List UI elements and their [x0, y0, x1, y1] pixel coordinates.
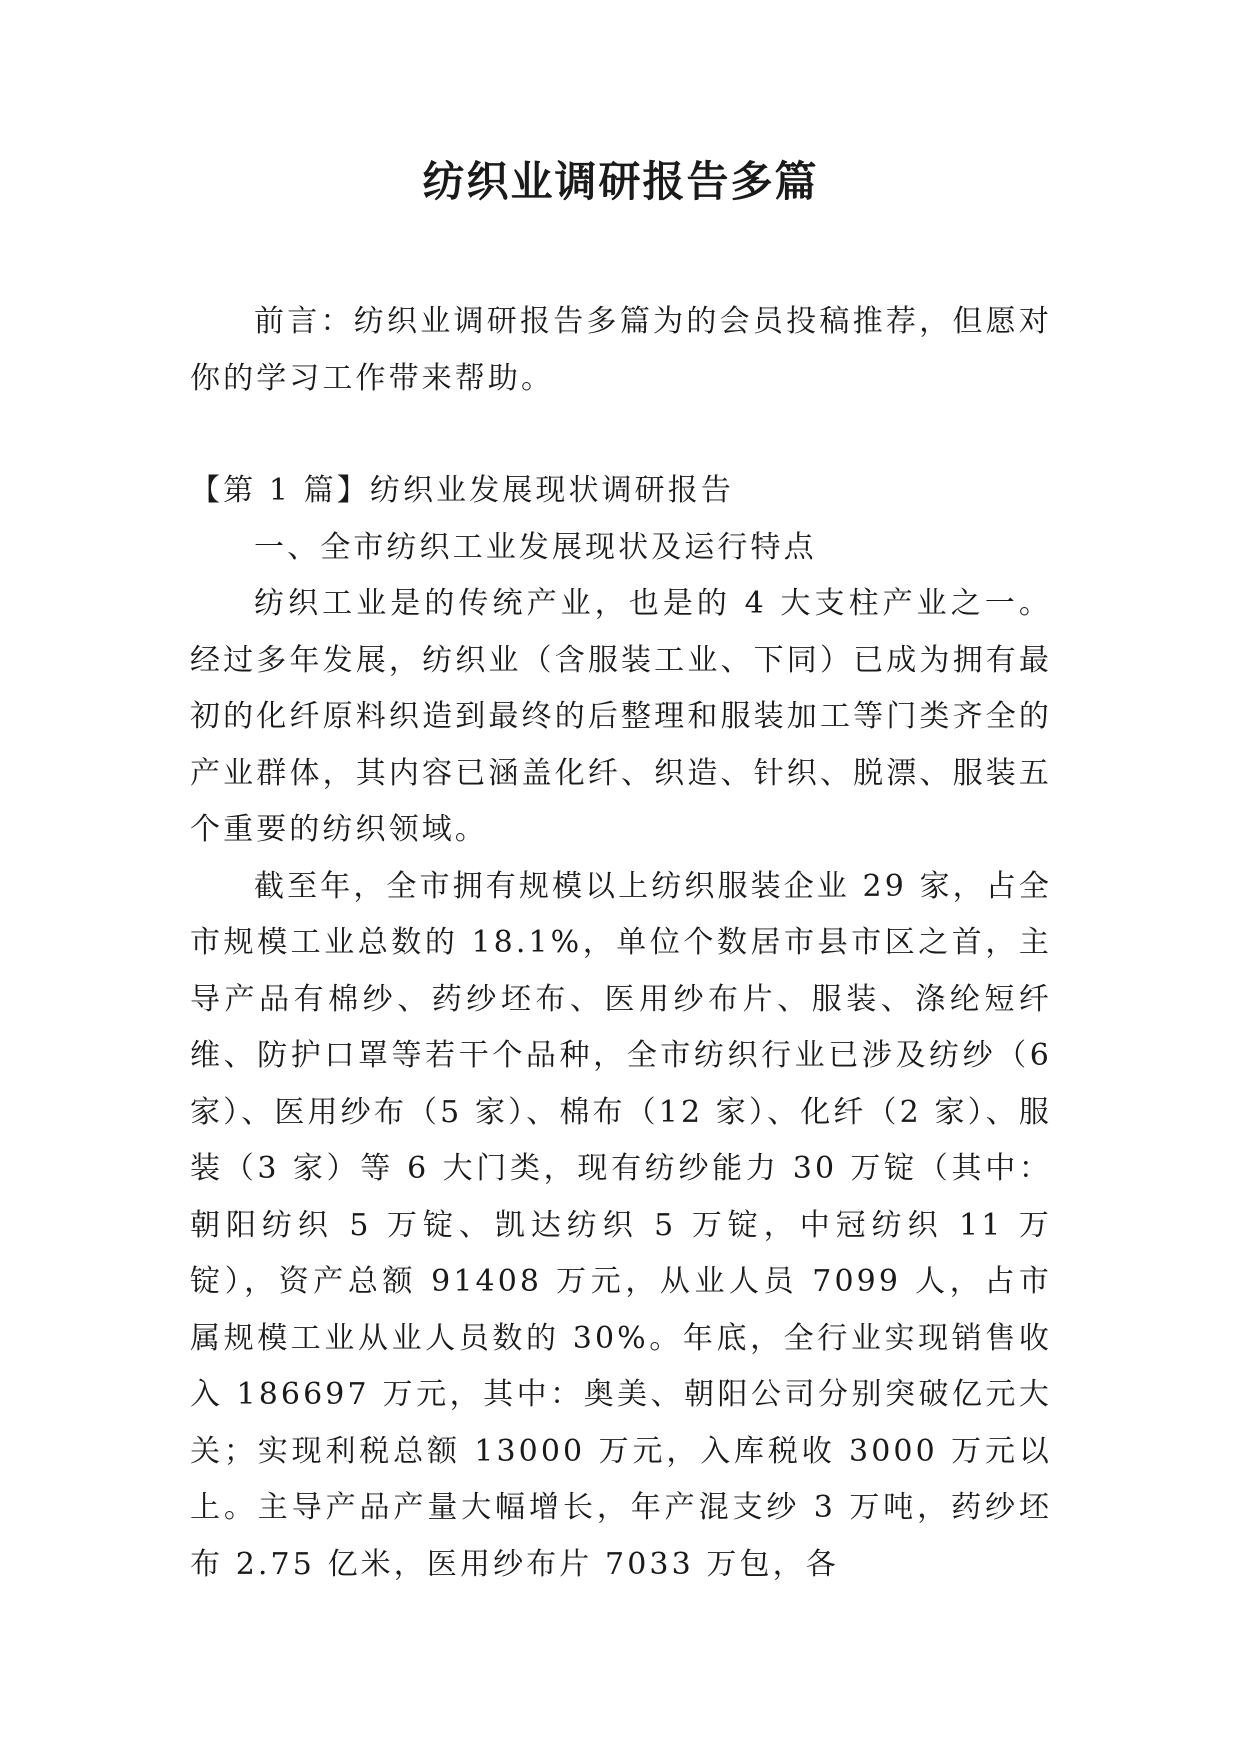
section-title: 【第 1 篇】纺织业发展现状调研报告 — [190, 473, 734, 508]
foreword-paragraph: 前言：纺织业调研报告多篇为的会员投稿推荐，但愿对你的学习工作带来帮助。 — [190, 304, 1052, 396]
body-paragraph-1: 纺织工业是的传统产业，也是的 4 大支柱产业之一。经过多年发展，纺织业（含服装工业、下同）已成为拥有最初的化纤原料织造到最终的后整理和服装加工等门类齐全的产业群体，其内容已涵盖化纤、织造、针织、脱漂、服装五个重要的纺织领域。 — [190, 586, 1052, 847]
document-body — [190, 294, 1052, 1593]
document-title: 纺织业调研报告多篇 — [422, 157, 819, 206]
body-paragraph-2: 截至年，全市拥有规模以上纺织服装企业 29 家，占全市规模工业总数的 18.1%，单位个数居市县市区之首，主导产品有棉纱、药纱坯布、医用纱布片、服装、涤纶短纤维、防护口罩等若干个品种，全市纺织行业已涉及纺纱（6 家）、医用纱布（5 家）、棉布（12 家）、化纤（2 家）、服装（3 家）等 6 大门类，现有纺纱能力 30 万锭（其中：朝阳纺织 5 万锭、凯达纺织 5 万锭，中冠纺织 11 万锭），资产总额 91408 万元，从业人员 7099 人，占市属规模工业从业人员数的 30%。年底，全行业实现销售收入 186697 万元，其中：奥美、朝阳公司分别突破亿元大关；实现利税总额 13000 万元，入库税收 3000 万元以上。主导产品产量大幅增长，年产混支纱 3 万吨，药纱坯布 2.75 亿米，医用纱布片 7033 万包，各 — [190, 868, 1052, 1582]
section-heading: 一、全市纺织工业发展现状及运行特点 — [254, 529, 817, 565]
